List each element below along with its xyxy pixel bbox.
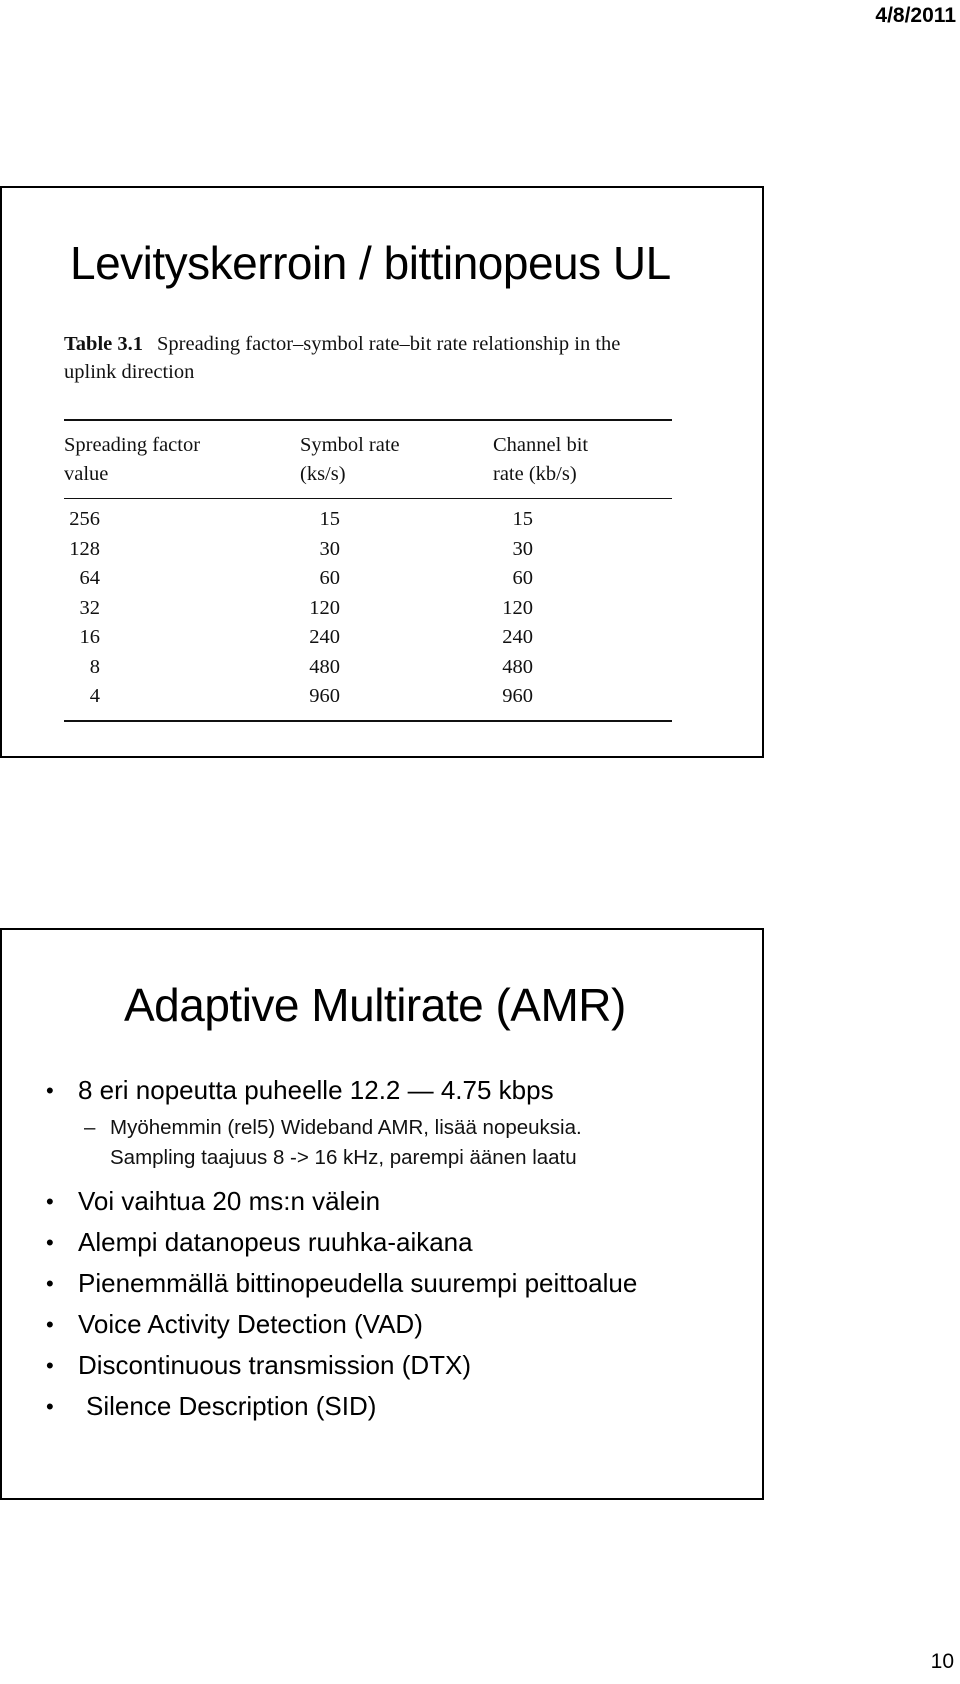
- bullet-text: Pienemmällä bittinopeudella suurempi peittoalue: [78, 1268, 638, 1298]
- bullet-item: [46, 1070, 752, 1111]
- cell-channel-bit-rate: 120: [502, 596, 533, 619]
- page-number: 10: [930, 1650, 954, 1673]
- bullet-icon: •: [46, 1353, 54, 1378]
- table-label: Table 3.1: [64, 333, 143, 355]
- table-row: [64, 653, 672, 683]
- table-header-rule: [64, 498, 672, 499]
- cell-symbol-rate: 60: [319, 567, 340, 589]
- table-top-rule: [64, 419, 672, 421]
- bullet-item: [46, 1345, 752, 1386]
- sub-bullet-text: Myöhemmin (rel5) Wideband AMR, lisää nopeuksia.: [110, 1116, 582, 1139]
- bullet-icon: •: [46, 1394, 54, 1419]
- cell-spreading-factor: 64: [79, 567, 100, 589]
- table-row: [64, 682, 672, 712]
- cell-channel-bit-rate: 30: [512, 537, 533, 560]
- bullet-text: Alempi datanopeus ruuhka-aikana: [78, 1227, 473, 1257]
- sub-bullet-continuation: Sampling taajuus 8 -> 16 kHz, parempi äänen laatu: [110, 1146, 577, 1169]
- cell-spreading-factor: 8: [89, 655, 100, 678]
- bullet-text: Silence Description (SID): [86, 1391, 377, 1421]
- cell-symbol-rate: 960: [309, 685, 340, 707]
- bullet-text: Discontinuous transmission (DTX): [78, 1350, 472, 1380]
- cell-spreading-factor: 256: [69, 508, 100, 530]
- bullet-list: [46, 1070, 752, 1427]
- bullet-text: 8 eri nopeutta puheelle 12.2 — 4.75 kbps: [78, 1075, 554, 1105]
- table-caption-line1: Spreading factor–symbol rate–bit rate relationship in the: [157, 333, 621, 355]
- bullet-item: [46, 1222, 752, 1263]
- cell-spreading-factor: 32: [79, 596, 100, 619]
- bullet-item: [46, 1263, 752, 1304]
- cell-spreading-factor: 16: [79, 626, 100, 648]
- spreading-factor-table: [64, 330, 672, 722]
- slide-title: Levityskerroin / bittinopeus UL: [70, 237, 671, 289]
- table-bottom-rule: [64, 720, 672, 722]
- cell-channel-bit-rate: 960: [502, 685, 533, 707]
- bullet-icon: •: [46, 1189, 54, 1214]
- bullet-item: [46, 1181, 752, 1222]
- header-symbol-rate: Symbol rate (ks/s): [300, 434, 400, 485]
- slide-amr: [0, 928, 764, 1500]
- bullet-icon: •: [46, 1271, 54, 1296]
- cell-channel-bit-rate: 60: [512, 567, 533, 589]
- table-row: [64, 564, 672, 594]
- cell-symbol-rate: 240: [309, 626, 340, 648]
- cell-symbol-rate: 480: [309, 655, 340, 678]
- bullet-icon: •: [46, 1230, 54, 1255]
- table-header: [64, 431, 672, 489]
- table-caption-line2: uplink direction: [64, 361, 195, 383]
- dash-icon: –: [84, 1116, 96, 1139]
- cell-spreading-factor: 4: [89, 685, 100, 707]
- header-spreading-factor: Spreading factor value: [64, 434, 201, 485]
- table-row: [64, 535, 672, 565]
- slide-title: Adaptive Multirate (AMR): [124, 979, 626, 1031]
- cell-channel-bit-rate: 240: [502, 626, 533, 648]
- cell-channel-bit-rate: 480: [502, 655, 533, 678]
- header-channel-bit-rate: Channel bit rate (kb/s): [493, 434, 589, 485]
- bullet-text: Voice Activity Detection (VAD): [78, 1309, 423, 1339]
- table-row: [64, 505, 672, 535]
- table-caption: [64, 330, 672, 386]
- slide-spreading-factor: [0, 186, 764, 758]
- cell-symbol-rate: 30: [319, 537, 340, 560]
- cell-symbol-rate: 120: [309, 596, 340, 619]
- sub-bullet-item: [46, 1113, 752, 1143]
- bullet-text: Voi vaihtua 20 ms:n välein: [78, 1186, 381, 1216]
- table-body: [64, 505, 672, 712]
- cell-symbol-rate: 15: [319, 508, 340, 530]
- table-row: [64, 623, 672, 653]
- document-date: 4/8/2011: [875, 4, 956, 27]
- bullet-item: [46, 1304, 752, 1345]
- bullet-item: [46, 1386, 752, 1427]
- bullet-icon: •: [46, 1312, 54, 1337]
- cell-channel-bit-rate: 15: [512, 508, 533, 530]
- cell-spreading-factor: 128: [69, 537, 100, 560]
- table-row: [64, 594, 672, 624]
- bullet-icon: •: [46, 1078, 54, 1103]
